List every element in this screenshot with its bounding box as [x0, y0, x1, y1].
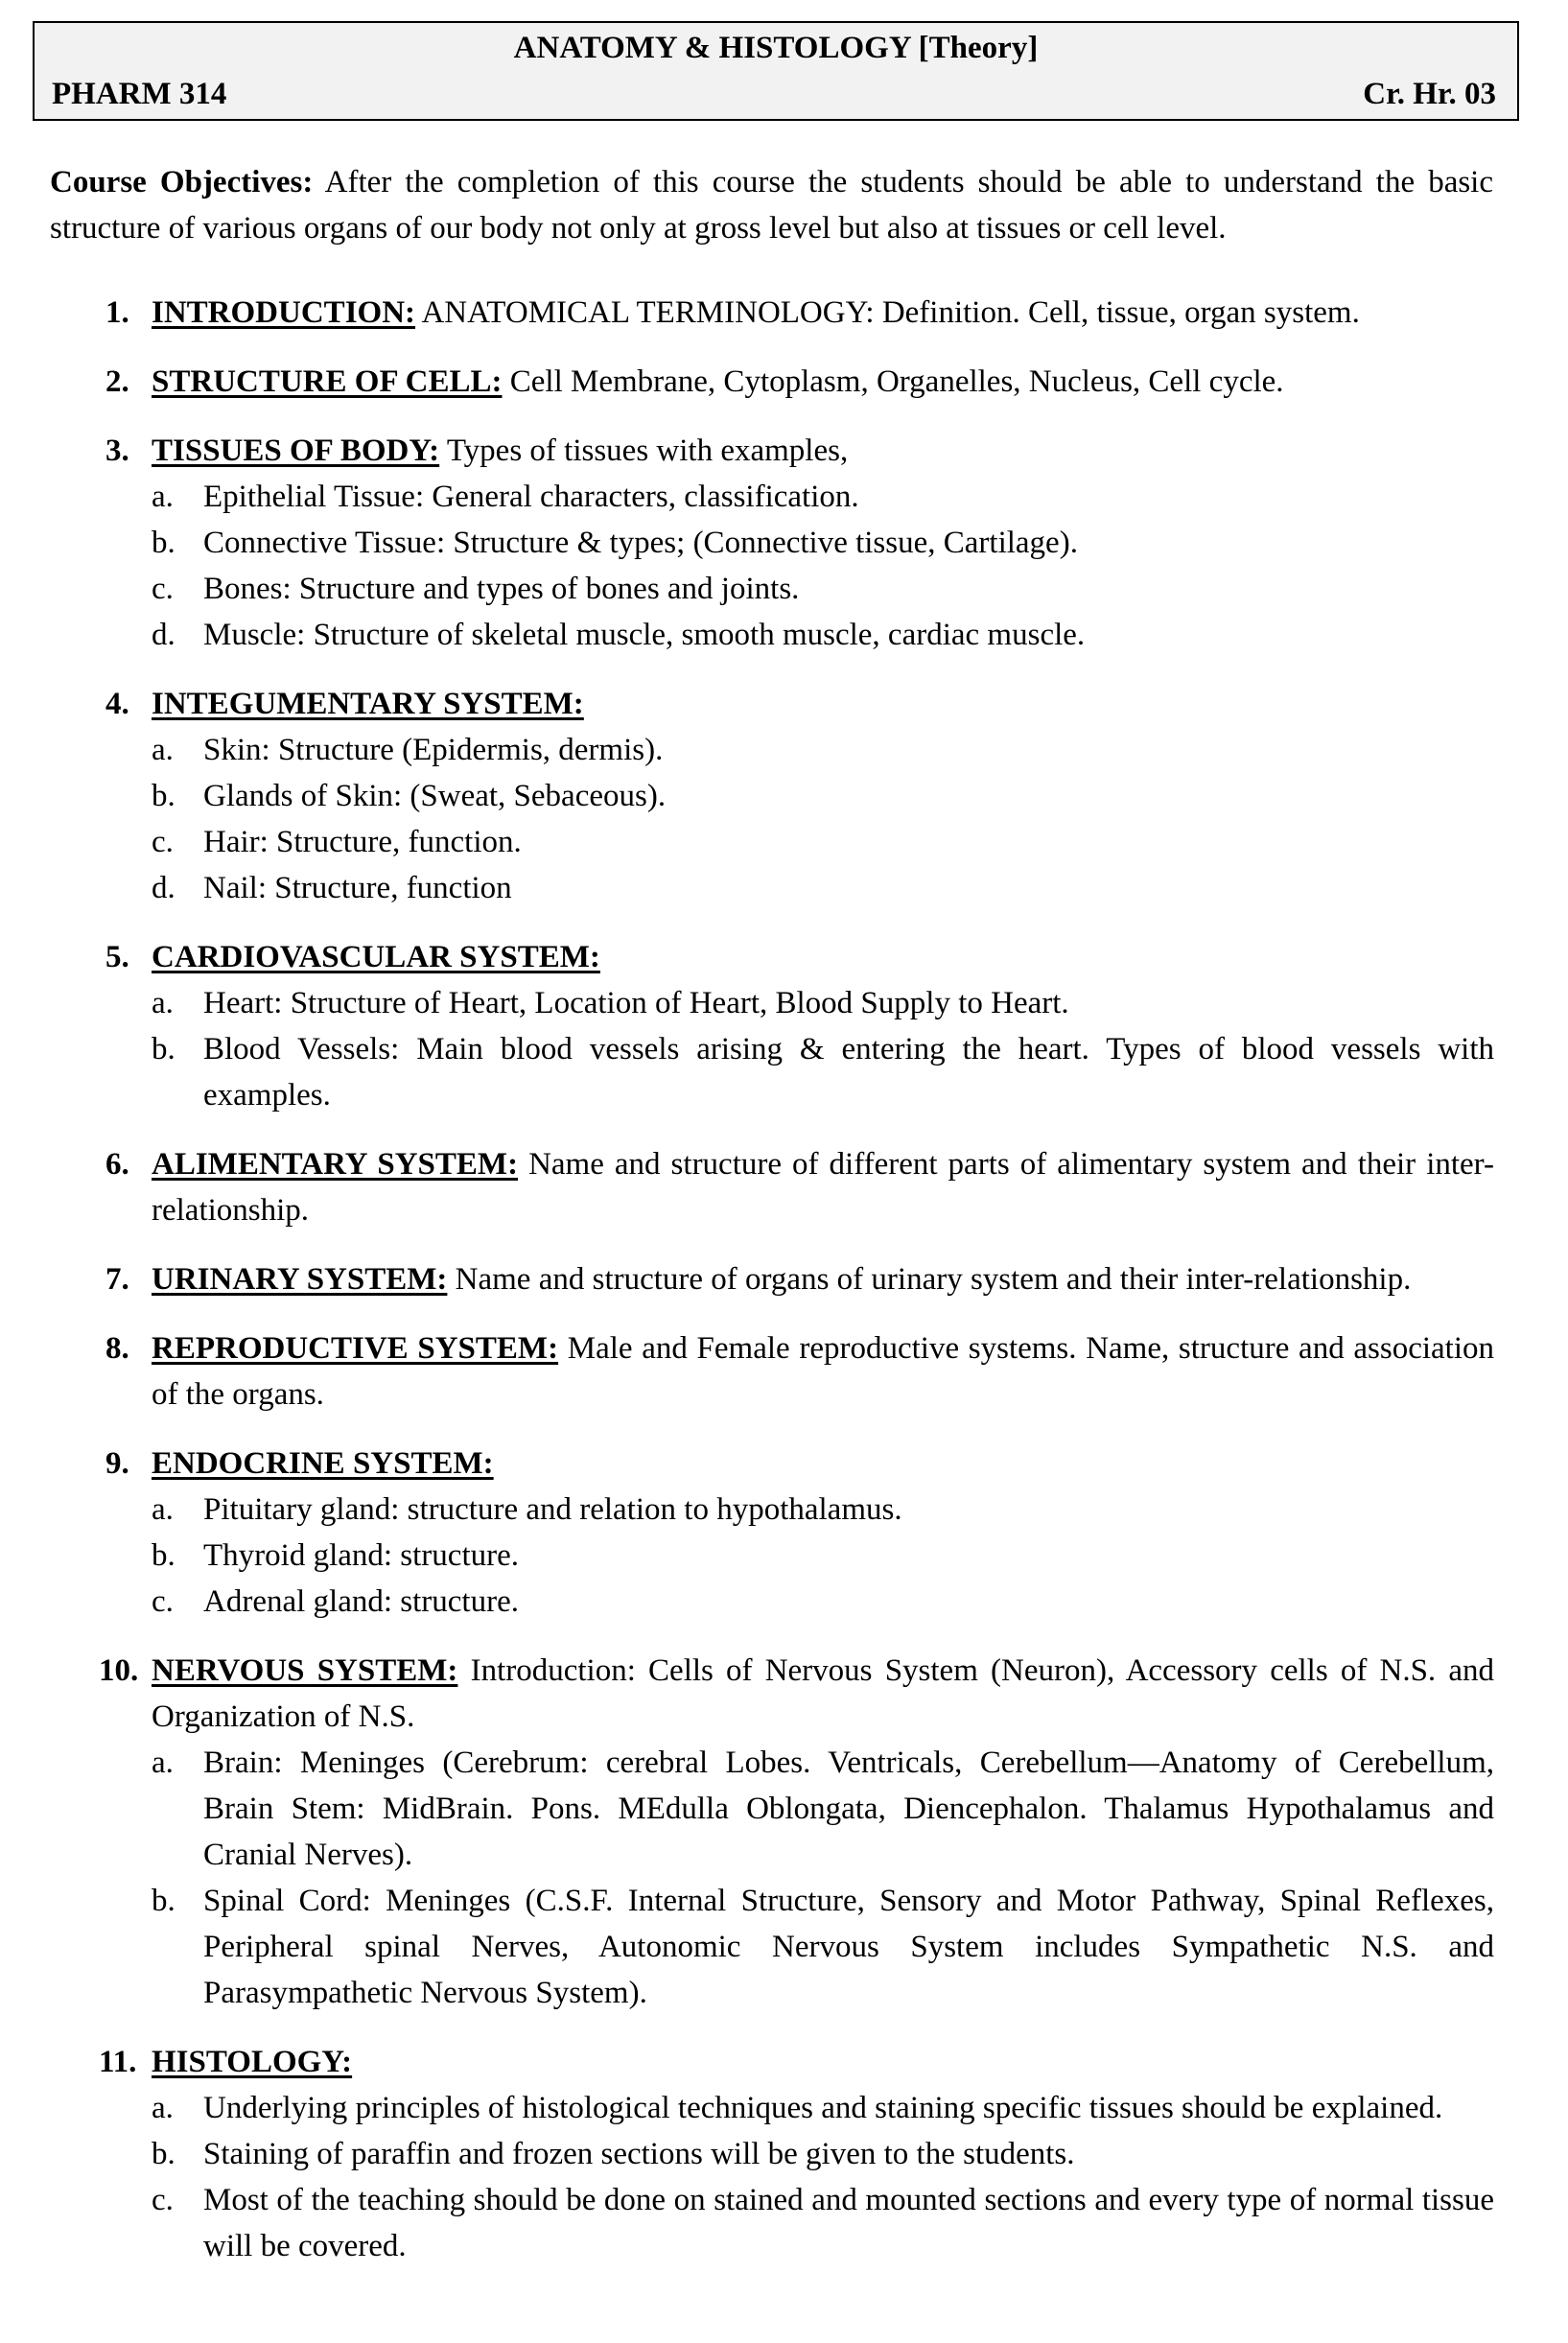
subtopic-list [0, 474, 1568, 658]
subtopic-letter: c. [152, 825, 174, 859]
course-header [33, 21, 1519, 121]
subtopic-item [0, 474, 1494, 520]
subtopic-text: Blood Vessels: Main blood vessels arising & entering the heart. Types of blood vessels with examples. [203, 1032, 1494, 1113]
topic-number: 6. [105, 1147, 129, 1182]
subtopic-text: Staining of paraffin and frozen sections will be given to the students. [203, 2137, 1075, 2171]
topic-heading [0, 290, 1494, 336]
topic-heading [0, 1325, 1494, 1418]
course-objectives [50, 159, 1493, 251]
subtopic-letter: c. [152, 1584, 174, 1619]
subtopic-text: Spinal Cord: Meninges (C.S.F. Internal Structure, Sensory and Motor Pathway, Spinal Reflexes, Peripheral spinal Nerves, Autonomic Nervous System includes Sympathetic N.S. and Parasympathetic Nervous System). [203, 1884, 1494, 2010]
topic-item [0, 1325, 1568, 1418]
subtopic-item [0, 1026, 1494, 1118]
topic-title: INTRODUCTION: [152, 295, 416, 330]
topic-title: HISTOLOGY: [152, 2045, 353, 2079]
topic-item [0, 1256, 1568, 1302]
subtopic-item [0, 566, 1494, 612]
topic-heading [0, 934, 1494, 980]
topic-description: Name and structure of different parts of alimentary system and their inter-relationship. [152, 1147, 1494, 1228]
topic-description: Cell Membrane, Cytoplasm, Organelles, Nucleus, Cell cycle. [502, 364, 1284, 399]
subtopic-letter: d. [152, 618, 176, 652]
subtopic-list [0, 1487, 1568, 1625]
topic-title: STRUCTURE OF CELL: [152, 364, 503, 399]
subtopic-item [0, 1740, 1494, 1878]
credit-hours: Cr. Hr. 03 [1363, 77, 1496, 111]
topic-number: 1. [105, 295, 129, 330]
subtopic-text: Hair: Structure, function. [203, 825, 522, 859]
topic-title: ENDOCRINE SYSTEM: [152, 1446, 494, 1481]
topic-number: 2. [105, 364, 129, 399]
subtopic-text: Thyroid gland: structure. [203, 1538, 520, 1573]
subtopic-letter: a. [152, 733, 174, 767]
topic-number: 3. [105, 433, 129, 468]
topic-heading [0, 1141, 1494, 1233]
topic-description: ANATOMICAL TERMINOLOGY: Definition. Cell, tissue, organ system. [415, 295, 1360, 330]
topic-title: NERVOUS SYSTEM: [152, 1653, 458, 1688]
topic-list [0, 290, 1568, 2292]
topic-heading [0, 1256, 1494, 1302]
subtopic-list [0, 727, 1568, 911]
subtopic-item [0, 980, 1494, 1026]
topic-title: ALIMENTARY SYSTEM: [152, 1147, 519, 1182]
topic-item [0, 359, 1568, 405]
subtopic-letter: a. [152, 1492, 174, 1527]
subtopic-item [0, 1579, 1494, 1625]
subtopic-text: Underlying principles of histological techniques and staining specific tissues should be explained. [203, 2091, 1443, 2125]
topic-number: 9. [105, 1446, 129, 1481]
subtopic-item [0, 2085, 1494, 2131]
topic-description: Male and Female reproductive systems. Name, structure and association of the organs. [152, 1331, 1494, 1412]
subtopic-letter: b. [152, 526, 176, 560]
subtopic-item [0, 727, 1494, 773]
subtopic-letter: d. [152, 871, 176, 905]
subtopic-item [0, 1878, 1494, 2016]
subtopic-letter: b. [152, 1538, 176, 1573]
topic-title: URINARY SYSTEM: [152, 1262, 448, 1297]
subtopic-text: Brain: Meninges (Cerebrum: cerebral Lobes. Ventricals, Cerebellum—Anatomy of Cerebellum, Brain Stem: MidBrain. Pons. MEdulla Oblongata, Diencephalon. Thalamus Hypothalamus and Cranial Nerves). [203, 1746, 1494, 1872]
topic-number: 8. [105, 1331, 129, 1366]
subtopic-text: Most of the teaching should be done on stained and mounted sections and every type of normal tissue will be covered. [203, 2183, 1494, 2263]
subtopic-text: Adrenal gland: structure. [203, 1584, 519, 1619]
topic-title: INTEGUMENTARY SYSTEM: [152, 687, 584, 721]
topic-item [0, 290, 1568, 336]
subtopic-text: Bones: Structure and types of bones and joints. [203, 572, 800, 606]
subtopic-letter: c. [152, 2183, 174, 2217]
subtopic-text: Skin: Structure (Epidermis, dermis). [203, 733, 664, 767]
subtopic-letter: b. [152, 2137, 176, 2171]
topic-heading [0, 1441, 1494, 1487]
topic-number: 4. [105, 687, 129, 721]
topic-number: 11. [99, 2045, 137, 2079]
subtopic-letter: a. [152, 2091, 174, 2125]
subtopic-text: Pituitary gland: structure and relation to hypothalamus. [203, 1492, 902, 1527]
subtopic-item [0, 520, 1494, 566]
subtopic-letter: a. [152, 480, 174, 514]
topic-description: Name and structure of organs of urinary system and their inter-relationship. [447, 1262, 1412, 1297]
topic-item [0, 1441, 1568, 1625]
topic-item [0, 2039, 1568, 2269]
topic-item [0, 934, 1568, 1118]
topic-title: REPRODUCTIVE SYSTEM: [152, 1331, 559, 1366]
subtopic-list [0, 2085, 1568, 2269]
topic-heading [0, 2039, 1494, 2085]
topic-number: 10. [99, 1653, 139, 1688]
subtopic-list [0, 980, 1568, 1118]
subtopic-item [0, 773, 1494, 819]
subtopic-item [0, 1487, 1494, 1533]
subtopic-letter: b. [152, 779, 176, 813]
objectives-text: After the completion of this course the students should be able to understand the basic structure of various organs of our body not only at gross level but also at tissues or cell level. [50, 165, 1493, 246]
subtopic-text: Glands of Skin: (Sweat, Sebaceous). [203, 779, 667, 813]
subtopic-letter: a. [152, 986, 174, 1020]
subtopic-text: Heart: Structure of Heart, Location of Heart, Blood Supply to Heart. [203, 986, 1069, 1020]
course-code: PHARM 314 [52, 77, 227, 111]
topic-item [0, 1648, 1568, 2016]
topic-heading [0, 359, 1494, 405]
subtopic-text: Epithelial Tissue: General characters, classification. [203, 480, 859, 514]
course-title: ANATOMY & HISTOLOGY [Theory] [513, 31, 1039, 65]
topic-description: Types of tissues with examples, [439, 433, 849, 468]
objectives-label: Course Objectives: [50, 165, 314, 199]
subtopic-item [0, 2177, 1494, 2269]
subtopic-item [0, 612, 1494, 658]
subtopic-letter: c. [152, 572, 174, 606]
topic-item [0, 681, 1568, 911]
subtopic-item [0, 865, 1494, 911]
subtopic-item [0, 1533, 1494, 1579]
topic-item [0, 428, 1568, 658]
topic-heading [0, 681, 1494, 727]
subtopic-letter: b. [152, 1884, 176, 1918]
subtopic-item [0, 2131, 1494, 2177]
subtopic-letter: b. [152, 1032, 176, 1066]
topic-description: Introduction: Cells of Nervous System (Neuron), Accessory cells of N.S. and Organization of N.S. [152, 1653, 1494, 1734]
subtopic-text: Muscle: Structure of skeletal muscle, smooth muscle, cardiac muscle. [203, 618, 1086, 652]
subtopic-list [0, 1740, 1568, 2016]
topic-title: TISSUES OF BODY: [152, 433, 440, 468]
subtopic-text: Connective Tissue: Structure & types; (Connective tissue, Cartilage). [203, 526, 1078, 560]
subtopic-letter: a. [152, 1746, 174, 1780]
subtopic-text: Nail: Structure, function [203, 871, 512, 905]
topic-item [0, 1141, 1568, 1233]
subtopic-item [0, 819, 1494, 865]
topic-number: 5. [105, 940, 129, 974]
topic-number: 7. [105, 1262, 129, 1297]
topic-heading [0, 1648, 1494, 1740]
topic-heading [0, 428, 1494, 474]
topic-title: CARDIOVASCULAR SYSTEM: [152, 940, 600, 974]
